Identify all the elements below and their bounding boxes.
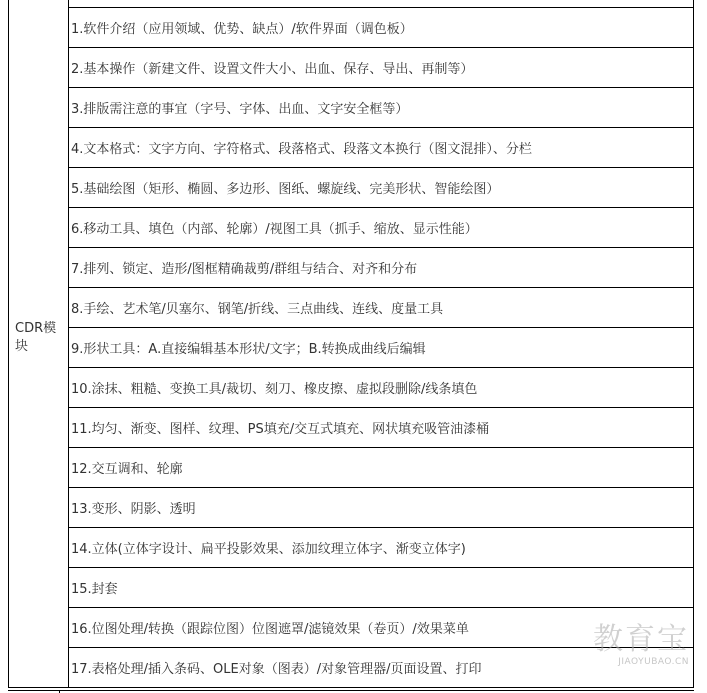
item-cell: 10.涂抹、粗糙、变换工具/裁切、刻刀、橡皮擦、虚拟段删除/线条填色 — [69, 368, 694, 408]
table-row — [9, 328, 694, 368]
item-cell: 13.变形、阴影、透明 — [69, 488, 694, 528]
table-row — [9, 488, 694, 528]
item-cell: 16.位图处理/转换（跟踪位图）位图遮罩/滤镜效果（卷页）/效果菜单 — [69, 608, 694, 648]
module-label: CDR模块 — [15, 320, 57, 354]
watermark-sub-text: JIAOYUBAO.CN — [618, 657, 689, 667]
curriculum-table-body — [9, 0, 694, 688]
module-cell — [9, 0, 69, 688]
table-row — [9, 608, 694, 648]
table-row — [9, 0, 694, 8]
item-cell: 11.均匀、渐变、图样、纹理、PS填充/交互式填充、网状填充吸管油漆桶 — [69, 408, 694, 448]
item-cell: 12.交互调和、轮廓 — [69, 448, 694, 488]
table-row — [9, 528, 694, 568]
table-row — [9, 288, 694, 328]
item-cell: 2.基本操作（新建文件、设置文件大小、出血、保存、导出、再制等） — [69, 48, 694, 88]
table-row — [9, 48, 694, 88]
item-cell: 9.形状工具：A.直接编辑基本形状/文字；B.转换成曲线后编辑 — [69, 328, 694, 368]
item-cell: 1.软件介绍（应用领域、优势、缺点）/软件界面（调色板） — [69, 8, 694, 48]
table-row — [9, 248, 694, 288]
watermark-main-text: 教育宝 — [593, 622, 689, 657]
table-row — [9, 448, 694, 488]
table-row — [9, 368, 694, 408]
item-cell: 15.封套 — [69, 568, 694, 608]
table-row — [9, 568, 694, 608]
table-row — [9, 208, 694, 248]
table-row — [9, 408, 694, 448]
item-cell: 5.基础绘图（矩形、椭圆、多边形、图纸、螺旋线、完美形状、智能绘图） — [69, 168, 694, 208]
item-cell: 4.文本格式：文字方向、字符格式、段落格式、段落文本换行（图文混排）、分栏 — [69, 128, 694, 168]
curriculum-table — [8, 0, 694, 688]
item-cell: 6.移动工具、填色（内部、轮廓）/视图工具（抓手、缩放、显示性能） — [69, 208, 694, 248]
table-row — [9, 8, 694, 48]
item-cell: 7.排列、锁定、造形/图框精确裁剪/群组与结合、对齐和分布 — [69, 248, 694, 288]
item-cell: 3.排版需注意的事宜（字号、字体、出血、文字安全框等） — [69, 88, 694, 128]
item-cell: 8.手绘、艺术笔/贝塞尔、钢笔/折线、三点曲线、连线、度量工具 — [69, 288, 694, 328]
table-row — [9, 128, 694, 168]
table-row — [9, 168, 694, 208]
item-cell: 14.立体(立体字设计、扁平投影效果、添加纹理立体字、渐变立体字) — [69, 528, 694, 568]
item-cell — [69, 0, 694, 8]
item-cell: 17.表格处理/插入条码、OLE对象（图表）/对象管理器/页面设置、打印 — [69, 648, 694, 688]
table-row — [9, 648, 694, 688]
table-row — [9, 88, 694, 128]
